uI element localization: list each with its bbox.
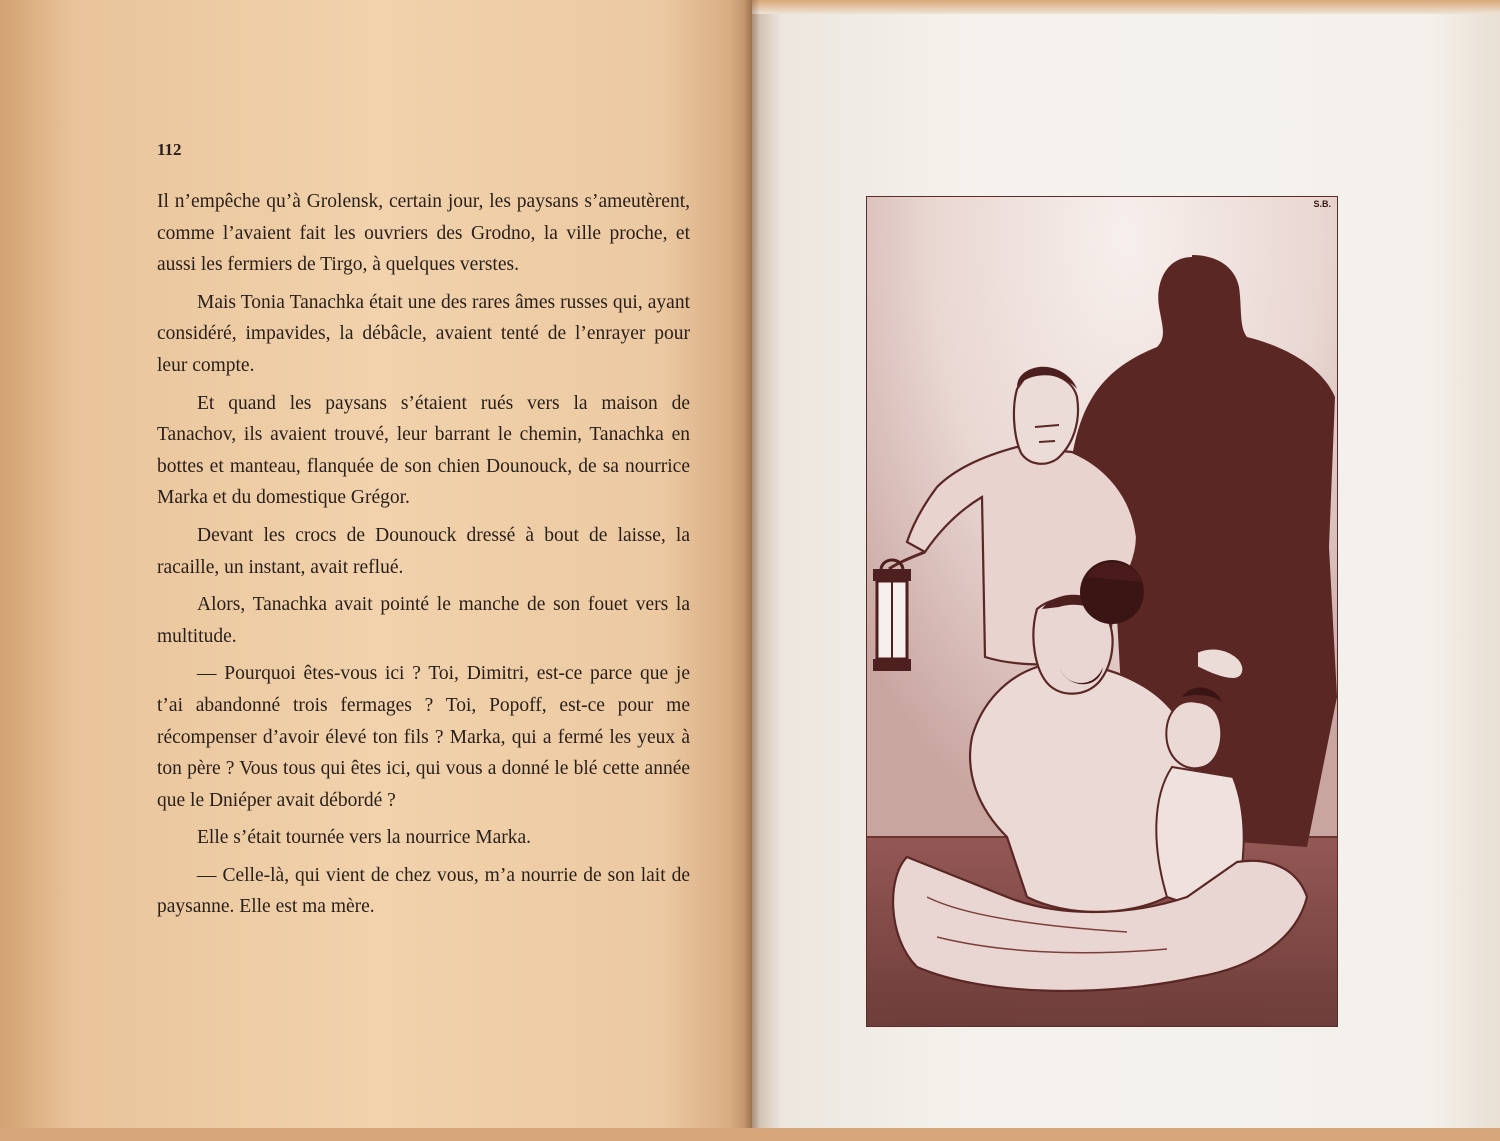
- paragraph: Et quand les paysans s’étaient rués vers la maison de Tanachov, ils avaient trouvé, leur barrant le chemin, Tanachka en bottes et manteau, flanquée de son chien Dounouck, de sa nourrice Marka et du domestique Grégor.: [157, 392, 690, 509]
- page-text: [157, 186, 690, 929]
- paragraph: Alors, Tanachka avait pointé le manche de son fouet vers la multitude.: [157, 594, 690, 647]
- paragraph: Il n’empêche qu’à Grolensk, certain jour, les paysans s’ameutèrent, comme l’avaient fait les ouvriers des Grodno, la ville proche, et aussi les fermiers de Tirgo, à quelques verstes.: [157, 191, 690, 276]
- illustration-drawing: [867, 197, 1337, 1026]
- paragraph: Mais Tonia Tanachka était une des rares âmes russes qui, ayant considéré, impavides, la débâcle, avaient tenté de l’enrayer pour leur compte.: [157, 291, 690, 376]
- page-number: 112: [157, 140, 182, 159]
- paragraph: Elle s’était tournée vers la nourrice Marka.: [197, 827, 532, 849]
- paragraph: Devant les crocs de Dounouck dressé à bout de laisse, la racaille, un instant, avait reflué.: [157, 524, 690, 578]
- page-edge: [752, 0, 1500, 14]
- paragraph: — Pourquoi êtes-vous ici ? Toi, Dimitri, est-ce parce que je t’ai abandonné trois fermages ? Toi, Popoff, est-ce pour me récompenser d’avoir élevé ton fils ? Marka, qui a fermé les yeux à ton père ? Vous tous qui êtes ici, qui vous a donné le blé cette année que le Dniéper avait débordé ?: [157, 663, 690, 811]
- illustration-plate: [866, 196, 1338, 1027]
- book-gutter: [744, 0, 760, 1141]
- paragraph: — Celle-là, qui vient de chez vous, m’a nourrie de son lait de paysanne. Elle est ma mère.: [157, 864, 690, 918]
- artist-signature: S.B.: [1313, 199, 1331, 209]
- page-edge-bottom: [0, 1128, 1500, 1141]
- child-head: [1166, 701, 1221, 768]
- lantern: [873, 560, 911, 671]
